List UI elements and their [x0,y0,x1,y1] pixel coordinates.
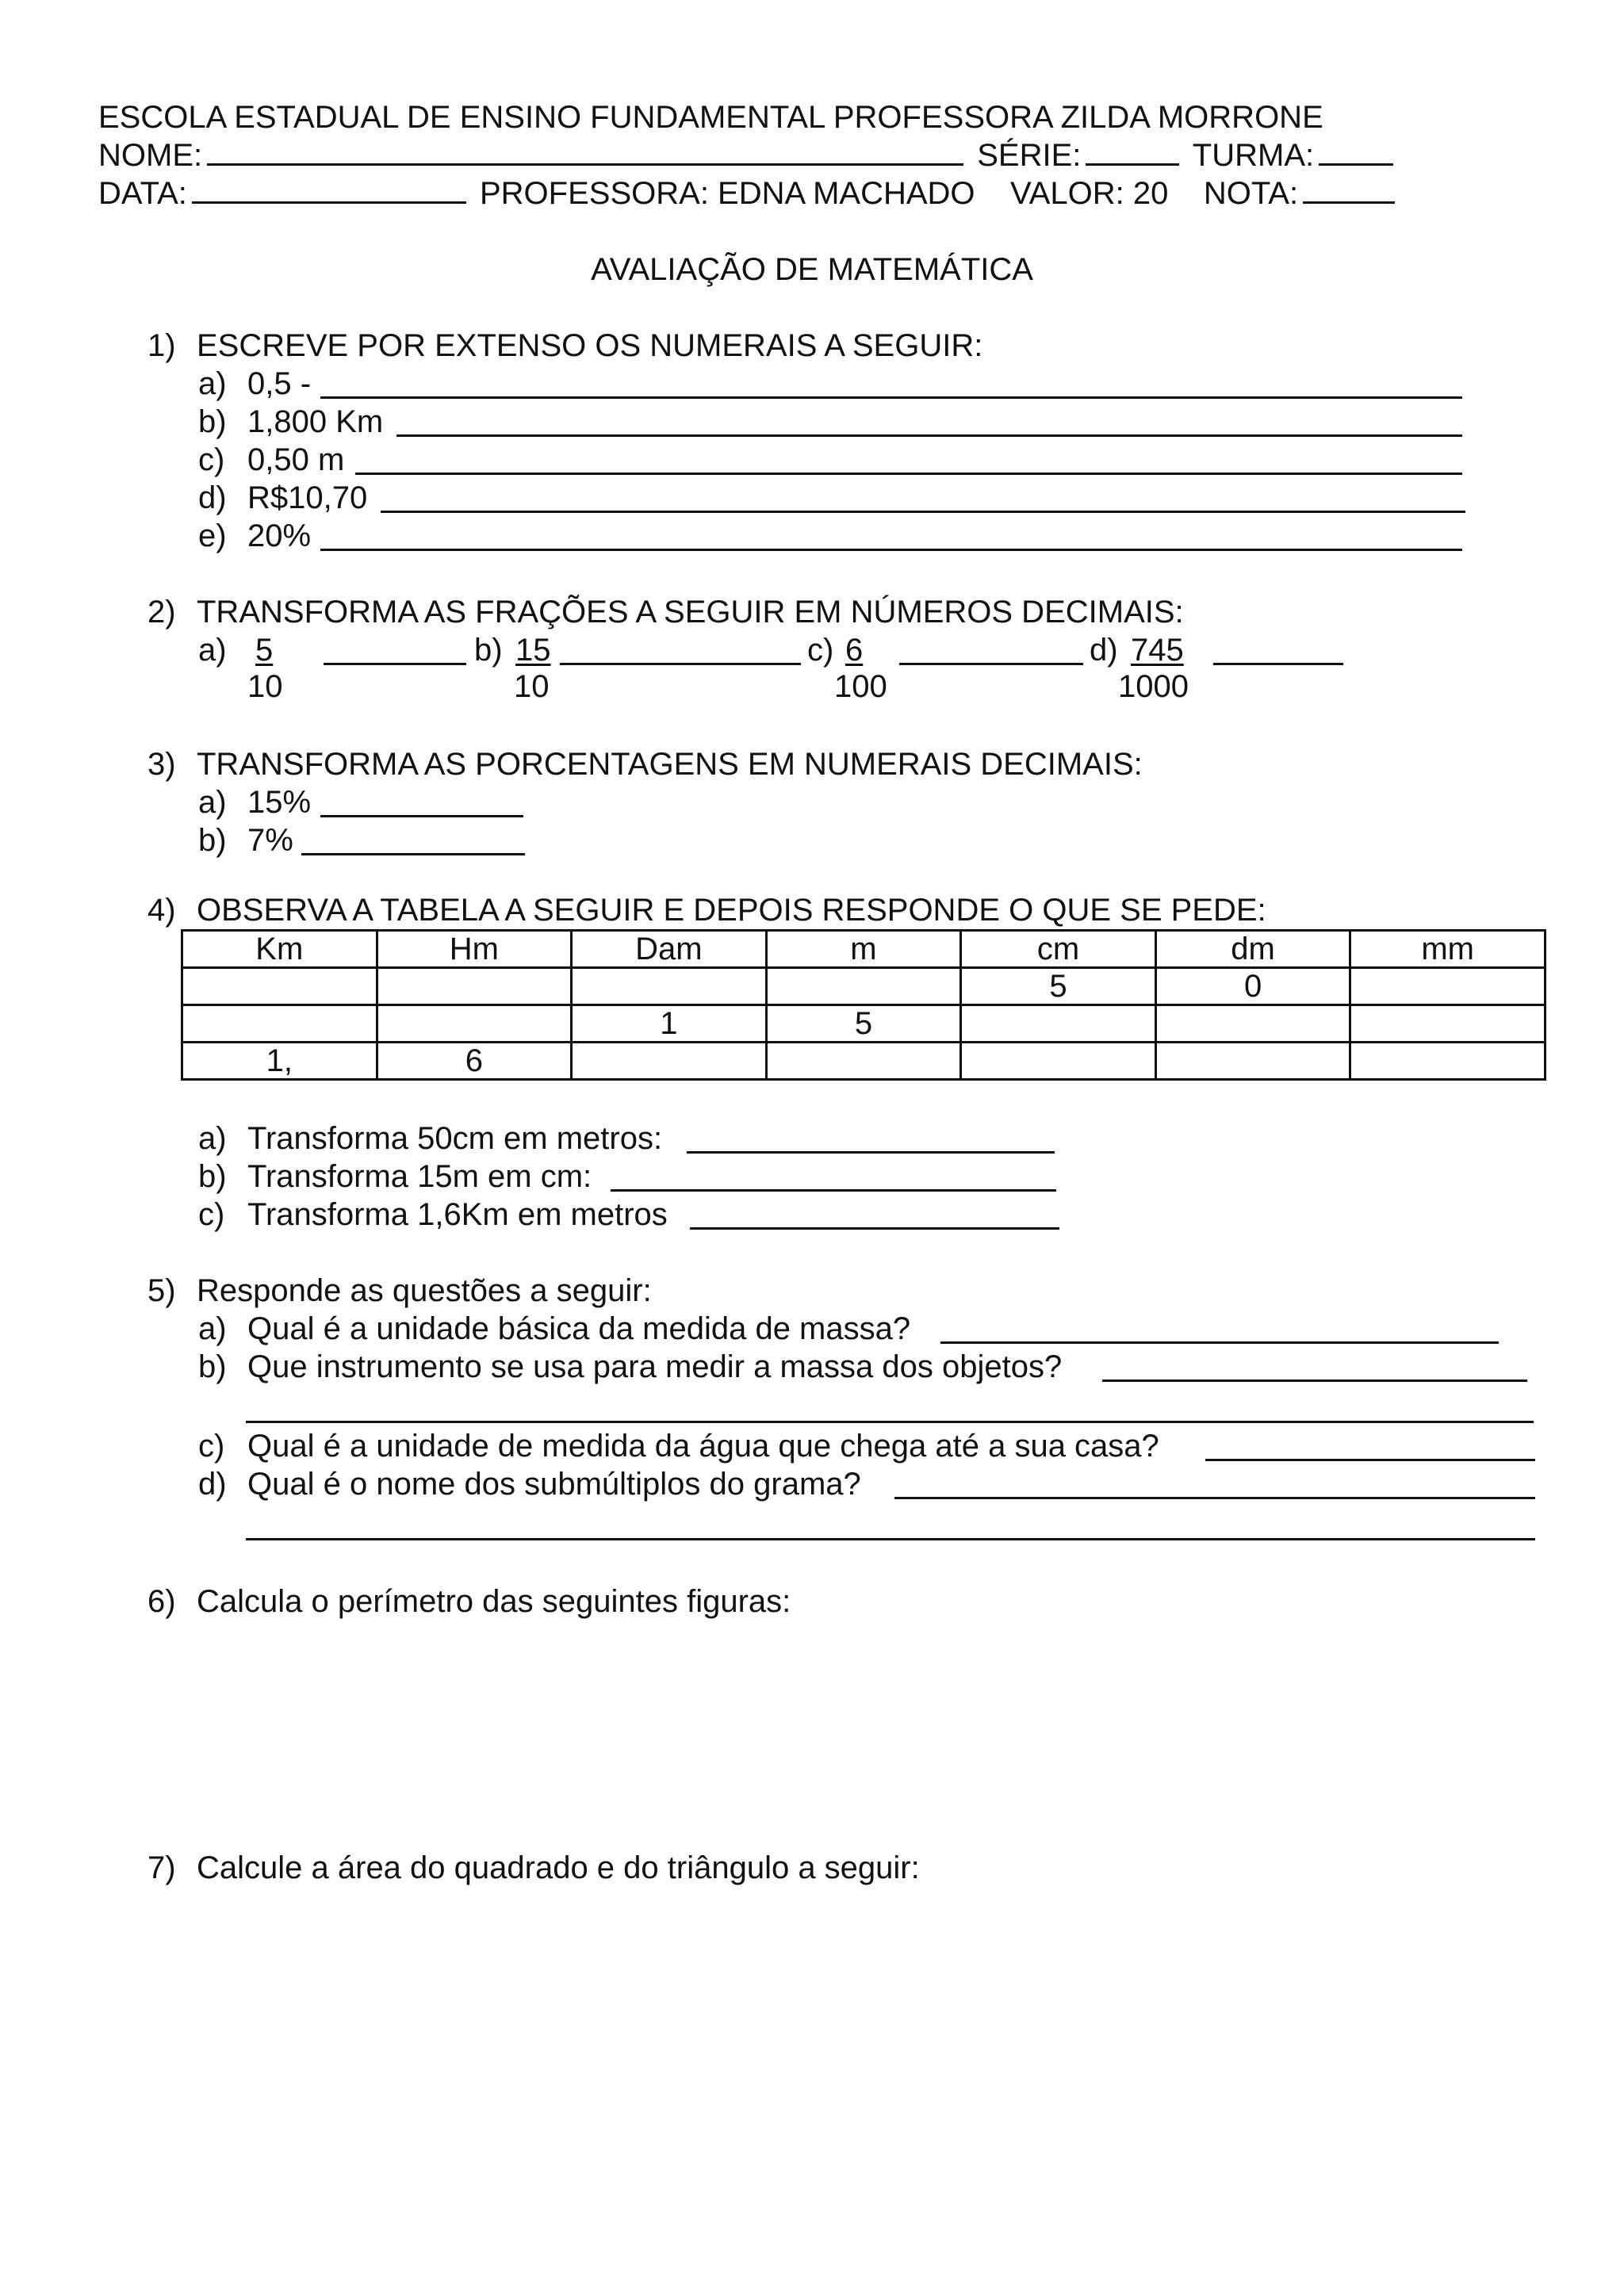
q6-number: 6) [147,1584,176,1619]
units-table [181,929,1546,1081]
table-header-cell: m [766,931,961,968]
q5-number: 5) [147,1273,176,1308]
q5-answer-d-line-2[interactable] [246,1538,1535,1540]
q5-item-b-label: b) [198,1349,227,1384]
page-title: AVALIAÇÃO DE MATEMÁTICA [591,252,1033,287]
q2-item-c-label: c) [807,633,834,668]
q3-answer-a[interactable] [320,815,523,817]
q5-item-d-text: Qual é o nome dos submúltiplos do grama? [247,1467,861,1502]
q3-number: 3) [147,747,176,782]
question-6 [147,1582,791,1621]
q4-answer-a[interactable] [687,1151,1055,1154]
q3-item-a-label: a) [198,785,227,820]
table-header-cell: Hm [377,931,572,968]
q1-number: 1) [147,328,176,363]
table-header-cell: cm [961,931,1156,968]
q2-item-d-denominator: 1000 [1118,669,1189,704]
turma-field[interactable] [1319,136,1393,166]
table-header-row [182,931,1545,968]
table-header-cell: Km [182,931,377,968]
nome-field[interactable] [207,136,963,166]
table-cell [1350,1043,1545,1080]
table-cell [377,1005,572,1043]
q2-text: TRANSFORMA AS FRAÇÕES A SEGUIR EM NÚMEROS DECIMAIS: [197,595,1184,629]
q5-item-c-text: Qual é a unidade de medida da água que chega até a sua casa? [247,1429,1159,1464]
q5-answer-a[interactable] [940,1341,1499,1344]
table-cell: 6 [377,1043,572,1080]
table-cell [182,968,377,1005]
question-7 [147,1849,920,1887]
q1-item-d-text: R$10,70 [247,480,368,515]
nota-label: NOTA: [1203,176,1299,211]
q1-answer-a[interactable] [320,396,1462,399]
q3-item-b-label: b) [198,823,227,858]
q1-item-a-label: a) [198,366,227,401]
header-row-name [98,136,1398,174]
q5-item-a [198,1310,910,1348]
q4-item-a [198,1119,662,1158]
question-2 [147,593,1184,631]
q1-answer-b[interactable] [396,434,1462,437]
q4-text: OBSERVA A TABELA A SEGUIR E DEPOIS RESPONDE O QUE SE PEDE: [197,893,1266,928]
table-cell [572,1043,767,1080]
data-label: DATA: [98,176,187,211]
q7-text: Calcule a área do quadrado e do triângulo a seguir: [197,1850,920,1885]
q5-item-d [198,1465,861,1503]
serie-label: SÉRIE: [977,138,1082,173]
q1-item-c [198,441,344,479]
q2-item-c-denominator: 100 [834,669,887,704]
q2-item-a-label: a) [198,633,227,668]
table-row [182,1005,1545,1043]
q2-answer-b[interactable] [560,663,801,665]
q2-item-c-numerator: 6 [845,633,864,668]
q2-item-a-denominator: 10 [247,669,283,704]
q5-item-d-label: d) [198,1467,227,1502]
q6-text: Calcula o perímetro das seguintes figuras: [197,1584,791,1619]
q1-item-c-text: 0,50 m [247,442,345,477]
table-cell: 1 [572,1005,767,1043]
q5-answer-c[interactable] [1205,1459,1535,1461]
table-cell: 1, [182,1043,377,1080]
turma-label: TURMA: [1192,138,1315,173]
table-cell: 5 [766,1005,961,1043]
q5-item-b [198,1348,1062,1386]
q1-item-b [198,403,383,441]
q2-answer-a[interactable] [324,663,466,665]
q1-item-e-text: 20% [247,519,312,553]
header-row-date [98,174,1400,212]
q1-answer-c[interactable] [355,473,1462,475]
q2-item-b-denominator: 10 [514,669,550,704]
q5-item-b-text: Que instrumento se usa para medir a massa dos objetos? [247,1349,1063,1384]
table-row [182,968,1545,1005]
q1-answer-e[interactable] [320,549,1462,551]
question-1 [147,327,982,365]
q2-item-a-numerator: 5 [255,633,274,668]
q2-item-d-numerator: 745 [1131,633,1184,668]
table-cell [1350,968,1545,1005]
q4-number: 4) [147,893,176,928]
q5-answer-d[interactable] [894,1497,1535,1499]
data-field[interactable] [192,174,466,204]
q1-item-b-text: 1,800 Km [247,404,384,439]
q1-item-d-label: d) [198,480,227,515]
q1-item-e-label: e) [198,519,227,553]
school-name: ESCOLA ESTADUAL DE ENSINO FUNDAMENTAL PROFESSORA ZILDA MORRONE [98,100,1323,135]
q3-item-a-text: 15% [247,785,312,820]
table-cell: 5 [961,968,1156,1005]
table-cell [961,1005,1156,1043]
table-cell [572,968,767,1005]
table-cell [182,1005,377,1043]
q5-answer-b-line-2[interactable] [246,1421,1534,1423]
nome-label: NOME: [98,138,203,173]
q1-text: ESCREVE POR EXTENSO OS NUMERAIS A SEGUIR: [197,328,983,363]
serie-field[interactable] [1086,136,1179,166]
q1-answer-d[interactable] [381,511,1465,513]
table-header-cell: Dam [572,931,767,968]
table-cell [1155,1005,1350,1043]
table-cell [1350,1005,1545,1043]
q2-number: 2) [147,595,176,629]
q5-text: Responde as questões a seguir: [197,1273,652,1308]
q5-item-c-label: c) [198,1429,225,1464]
q2-item-b-label: b) [474,633,503,668]
table-header-cell: dm [1155,931,1350,968]
q7-number: 7) [147,1850,176,1885]
q2-item-b-numerator: 15 [515,633,551,668]
q4-item-c [198,1196,668,1234]
q2-answer-c[interactable] [899,663,1083,665]
table-cell: 0 [1155,968,1350,1005]
q5-answer-b[interactable] [1102,1380,1527,1382]
q1-item-c-label: c) [198,442,225,477]
table-cell [377,968,572,1005]
q1-item-e [198,517,311,555]
q3-item-a [198,783,311,821]
table-row [182,1043,1545,1080]
q4-item-b-label: b) [198,1159,227,1194]
q1-item-d [198,479,367,517]
question-3 [147,745,1143,783]
q4-item-b [198,1158,592,1196]
table-header-cell: mm [1350,931,1545,968]
nota-field[interactable] [1303,174,1395,204]
q4-item-c-text: Transforma 1,6Km em metros [247,1197,668,1232]
q4-item-a-text: Transforma 50cm em metros: [247,1121,663,1156]
q3-text: TRANSFORMA AS PORCENTAGENS EM NUMERAIS DECIMAIS: [197,747,1143,782]
q4-answer-c[interactable] [690,1227,1059,1230]
q4-item-c-label: c) [198,1197,225,1232]
q4-answer-b[interactable] [611,1189,1056,1192]
q1-item-b-label: b) [198,404,227,439]
question-4 [147,891,1266,929]
q5-item-a-text: Qual é a unidade básica da medida de massa? [247,1311,911,1346]
q5-item-c [198,1427,1159,1465]
professora-text: PROFESSORA: EDNA MACHADO [479,176,975,211]
table-cell [961,1043,1156,1080]
table-cell [766,1043,961,1080]
valor-text: VALOR: 20 [1010,176,1169,211]
q3-item-b [198,821,293,859]
q2-answer-d[interactable] [1213,663,1343,665]
q3-item-b-text: 7% [247,823,293,858]
q5-item-a-label: a) [198,1311,227,1346]
table-cell [766,968,961,1005]
q1-item-a [198,365,311,403]
q3-answer-b[interactable] [301,853,525,855]
table-cell [1155,1043,1350,1080]
q4-item-b-text: Transforma 15m em cm: [247,1159,592,1194]
q2-item-d-label: d) [1090,633,1118,668]
question-5 [147,1272,652,1310]
q1-item-a-text: 0,5 - [247,366,312,401]
q4-item-a-label: a) [198,1121,227,1156]
